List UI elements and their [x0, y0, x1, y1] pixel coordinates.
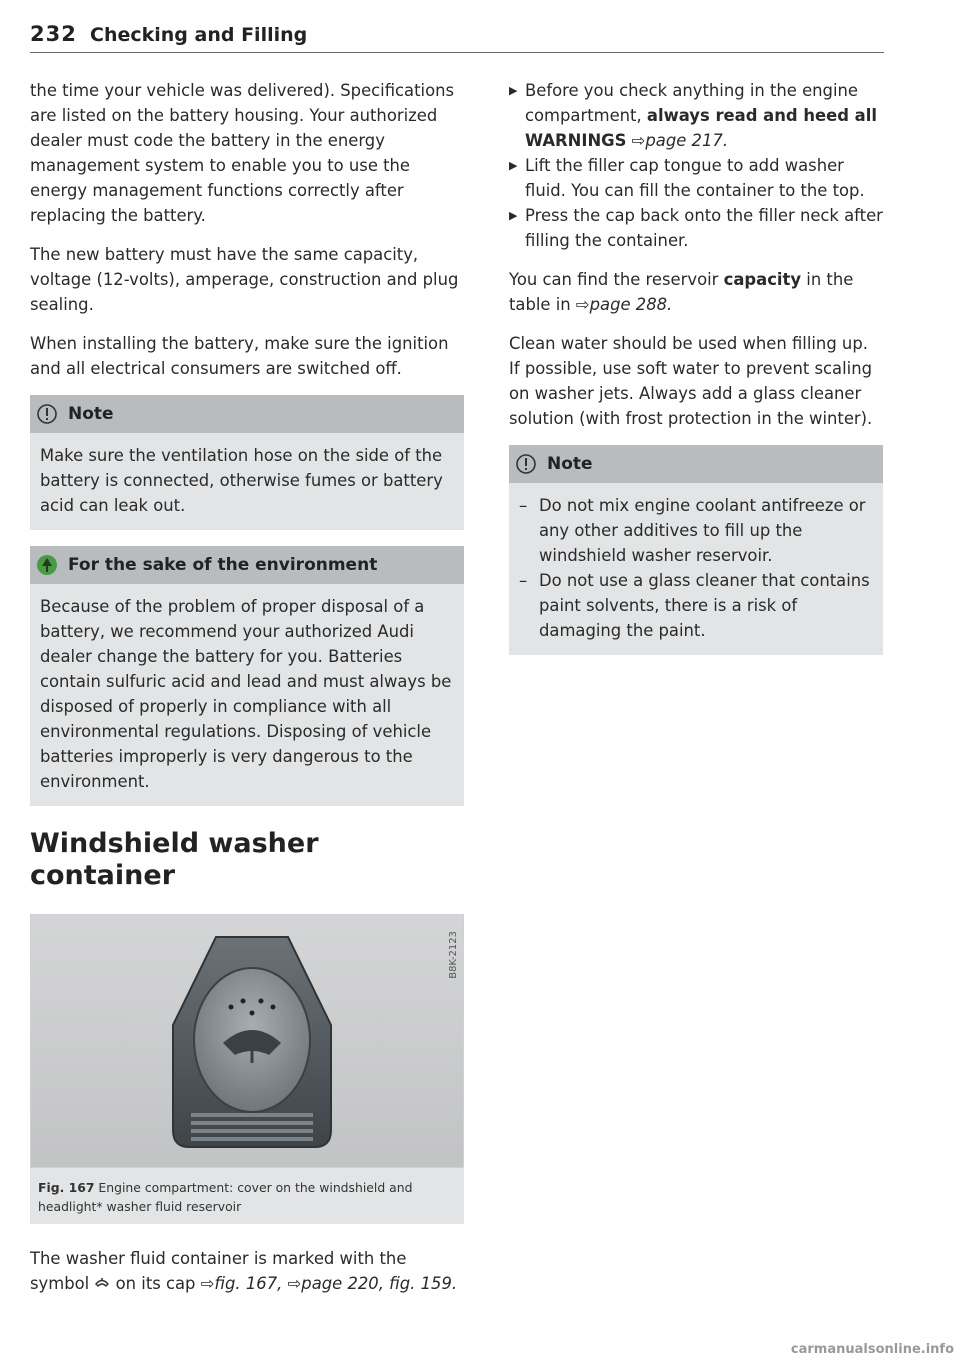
paragraph: The new battery must have the same capacity, voltage (12-volts), amperage, construction and plug sealing.: [30, 245, 459, 314]
environment-box: [30, 546, 464, 806]
paragraph: When installing the battery, make sure the ignition and all electrical consumers are switched off.: [30, 334, 449, 378]
list-item: [509, 78, 883, 153]
text-span: You can find the reservoir: [509, 270, 719, 289]
environment-text: Because of the problem of proper disposal of a battery, we recommend your authorized Audi dealer change the battery for you. Batteries contain sulfuric acid and lead and must always be disposed of properly in compliance with all environmental regulations. Disposing of vehicle batteries improperly is very dangerous to the environment.: [40, 597, 452, 791]
note-title: Note: [547, 454, 593, 474]
paragraph: [509, 267, 883, 317]
washer-symbol-icon: [94, 1275, 110, 1289]
washer-cap-illustration: [31, 915, 465, 1169]
info-circle-icon: [36, 403, 58, 425]
info-circle-icon: [515, 453, 537, 475]
text-span: on its cap: [115, 1274, 196, 1293]
bold-text: always read and heed all WARNINGS: [525, 106, 877, 150]
bold-text: capacity: [723, 270, 802, 289]
figure-caption: [30, 1168, 464, 1224]
triangle-bullet-icon: ▶: [509, 159, 518, 172]
arrow-right-icon: ⇨: [200, 1274, 215, 1293]
right-column: [509, 78, 883, 671]
environment-title: For the sake of the environment: [68, 555, 378, 575]
arrow-right-icon: ⇨: [287, 1274, 302, 1293]
arrow-right-icon: ⇨: [631, 131, 646, 150]
watermark: carmanualsonline.info: [790, 1342, 954, 1357]
section-title: Checking and Filling: [90, 24, 308, 46]
environment-leaf-icon: [36, 554, 58, 576]
note-list-text: Do not use a glass cleaner that contains paint solvents, there is a risk of damaging the paint.: [539, 571, 870, 640]
paragraph: Clean water should be used when filling up. If possible, use soft water to prevent scaling on washer jets. Always add a glass cleaner solution (with frost protection in the winter).: [509, 334, 873, 428]
figure-reference-link[interactable]: fig. 167,: [214, 1274, 283, 1293]
figure-reference-link[interactable]: fig. 159.: [389, 1274, 458, 1293]
note-list-item: [519, 568, 873, 643]
paragraph: the time your vehicle was delivered). Specifications are listed on the battery housing. Your authorized dealer must code the battery in the energy management system to enable you to use the energy management functions correctly after replacing the battery.: [30, 81, 455, 225]
dash-bullet: –: [519, 496, 528, 515]
text-span: Before you check anything in the engine compartment,: [525, 81, 858, 125]
text-span: in the table in: [509, 270, 854, 314]
note-text: Make sure the ventilation hose on the side of the battery is connected, otherwise fumes or battery acid can leak out.: [40, 446, 443, 515]
list-item: [509, 153, 883, 203]
triangle-bullet-icon: ▶: [509, 84, 518, 97]
arrow-right-icon: ⇨: [575, 295, 590, 314]
figure-code: B8K-2123: [448, 931, 459, 979]
environment-header: [30, 546, 464, 584]
list-item-text: Lift the filler cap tongue to add washer fluid. You can fill the container to the top.: [525, 156, 865, 200]
note-list-text: Do not mix engine coolant antifreeze or any other additives to fill up the windshield washer reservoir.: [539, 496, 866, 565]
page-reference-link[interactable]: page 288.: [589, 295, 673, 314]
note-list-item: [519, 493, 873, 568]
triangle-bullet-icon: ▶: [509, 209, 518, 222]
text-span: The washer fluid container is marked with the symbol: [30, 1249, 407, 1293]
figure-caption-text: Engine compartment: cover on the windshield and headlight* washer fluid reservoir: [38, 1180, 413, 1214]
page-reference-link[interactable]: page 217.: [645, 131, 729, 150]
note-header: [509, 445, 883, 483]
figure-label: Fig. 167: [38, 1180, 95, 1195]
note-box: [509, 445, 883, 655]
list-item-text: Press the cap back onto the filler neck after filling the container.: [525, 206, 883, 250]
list-item: [509, 203, 883, 253]
paragraph: [30, 1246, 464, 1296]
note-header: [30, 395, 464, 433]
list-item-text: [525, 78, 883, 153]
section-heading: Windshield washer container: [30, 828, 319, 891]
figure-image: [30, 914, 464, 1168]
dash-bullet: –: [519, 571, 528, 590]
note-box: [30, 395, 464, 530]
note-title: Note: [68, 404, 114, 424]
page-header: [30, 22, 884, 53]
left-column: [30, 78, 464, 1310]
page-number: 232: [30, 22, 77, 46]
page-reference-link[interactable]: page 220,: [301, 1274, 384, 1293]
